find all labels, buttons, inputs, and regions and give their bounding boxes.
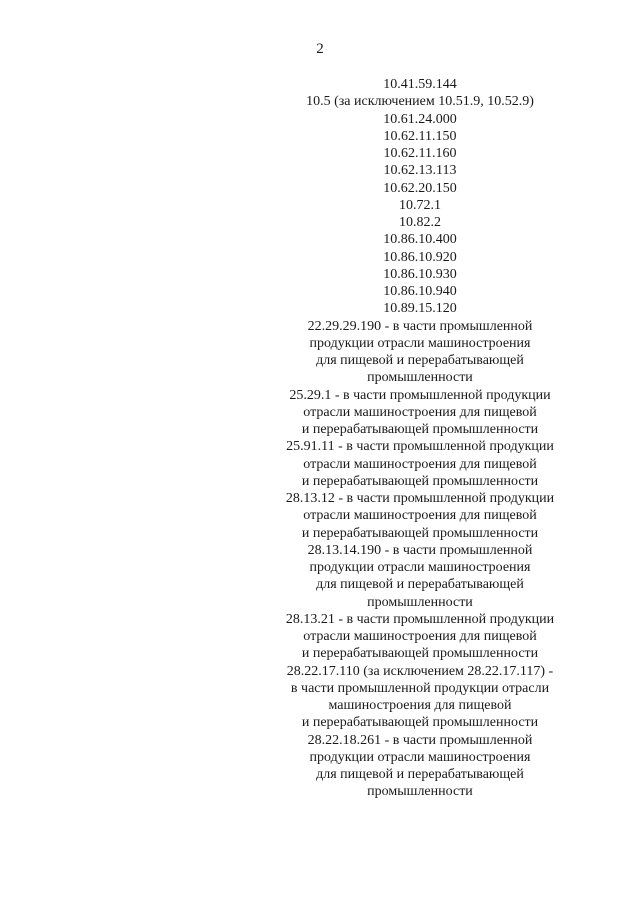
code-line: 10.62.11.150 (383, 128, 457, 144)
okpd-code-list (272, 76, 568, 801)
code-line: 25.29.1 - в части промышленной продукции (289, 387, 551, 403)
code-line: в части промышленной продукции отрасли (290, 680, 550, 696)
code-line: 25.91.11 - в части промышленной продукции (286, 439, 554, 455)
code-line: для пищевой и перерабатывающей (316, 767, 524, 782)
code-line: 22.29.29.190 - в части промышленной (307, 318, 533, 334)
code-line: 10.86.10.930 (383, 266, 457, 282)
code-line: 10.61.24.000 (383, 111, 457, 127)
code-line: промышленности (367, 370, 473, 386)
code-line: для пищевой и перерабатывающей (316, 577, 524, 593)
code-line: 10.86.10.400 (383, 232, 457, 248)
code-line: 28.13.12 - в части промышленной продукции (285, 491, 555, 506)
code-line: 10.5 (за исключением 10.51.9, 10.52.9) (306, 94, 534, 110)
code-line: 10.82.2 (399, 215, 441, 230)
code-line: и перерабатывающей промышленности (301, 473, 539, 489)
code-line: отрасли машиностроения для пищевой (303, 404, 537, 420)
page-number: 2 (316, 41, 324, 57)
code-line: отрасли машиностроения для пищевой (303, 629, 537, 644)
code-line: продукции отрасли машиностроения (309, 749, 531, 765)
code-line: промышленности (367, 784, 473, 800)
code-line: 28.13.21 - в части промышленной продукции (285, 611, 555, 627)
code-line: для пищевой и перерабатывающей (316, 353, 524, 368)
code-line: 10.62.11.160 (383, 146, 457, 161)
code-line: 10.62.20.150 (383, 180, 457, 196)
code-line: и перерабатывающей промышленности (301, 715, 539, 731)
code-line: 28.22.18.261 - в части промышленной (307, 732, 533, 748)
code-line: машиностроения для пищевой (328, 698, 512, 713)
code-line: промышленности (367, 594, 473, 610)
code-line: отрасли машиностроения для пищевой (303, 456, 537, 472)
code-line: 28.22.17.110 (за исключением 28.22.17.117) - (286, 663, 554, 679)
code-line: продукции отрасли машиностроения (309, 335, 531, 351)
code-line: 10.89.15.120 (383, 301, 457, 317)
code-line: продукции отрасли машиностроения (309, 560, 531, 575)
code-line: и перерабатывающей промышленности (301, 646, 539, 662)
code-line: отрасли машиностроения для пищевой (303, 508, 537, 524)
code-line: и перерабатывающей промышленности (301, 422, 539, 437)
code-line: 10.62.13.113 (383, 163, 457, 179)
code-line: 10.41.59.144 (383, 77, 457, 92)
code-line: 10.72.1 (399, 197, 441, 213)
code-line: 10.86.10.940 (383, 284, 457, 299)
code-line: 10.86.10.920 (383, 249, 457, 265)
code-line: и перерабатывающей промышленности (301, 525, 539, 541)
code-line: 28.13.14.190 - в части промышленной (307, 542, 533, 558)
